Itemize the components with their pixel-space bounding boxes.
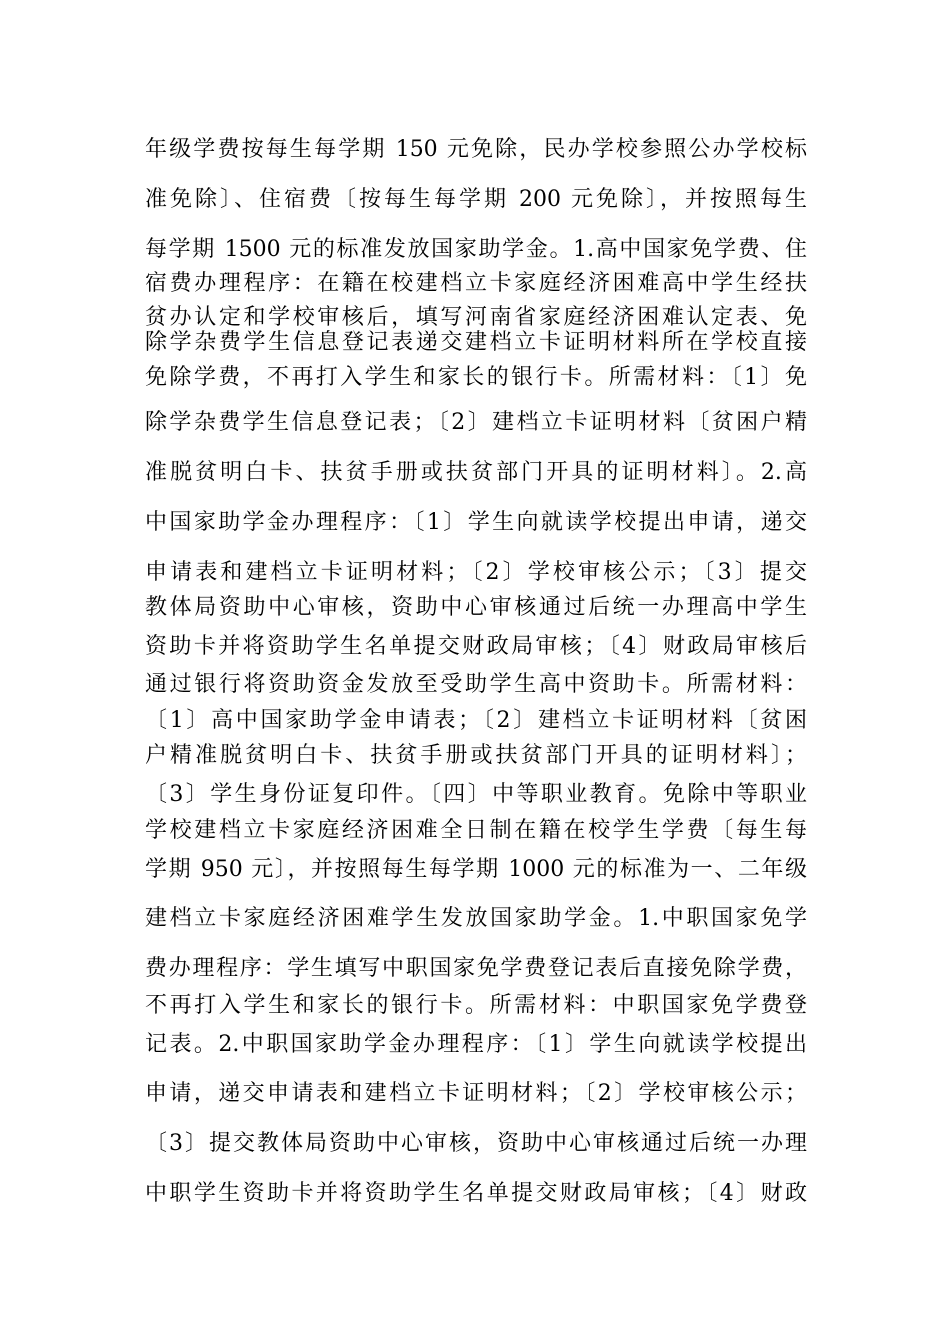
text-line: 通过银行将资助资金发放至受助学生高中资助卡。所需材料： (145, 672, 807, 697)
text-line: 费办理程序：学生填写中职国家免学费登记表后直接免除学费， (145, 956, 807, 981)
text-line: 〔3〕学生身份证复印件。〔四〕中等职业教育。免除中等职业 (145, 782, 807, 807)
text-line: 不再打入学生和家长的银行卡。所需材料：中职国家免学费登 (145, 993, 807, 1018)
text-line: 学校建档立卡家庭经济困难全日制在籍在校学生学费〔每生每 (145, 818, 807, 843)
text-line: 户精准脱贫明白卡、扶贫手册或扶贫部门开具的证明材料〕； (145, 743, 807, 768)
text-line: 〔1〕高中国家助学金申请表；〔2〕建档立卡证明材料〔贫困 (145, 708, 807, 733)
text-line: 申请，递交申请表和建档立卡证明材料；〔2〕学校审核公示； (145, 1081, 807, 1106)
text-line: 学期 950 元〕，并按照每生每学期 1000 元的标准为一、二年级 (145, 857, 807, 882)
text-line: 教体局资助中心审核，资助中心审核通过后统一办理高中学生 (145, 595, 807, 620)
text-line: 除学杂费学生信息登记表递交建档立卡证明材料所在学校直接 (145, 330, 807, 355)
text-line: 记表。2.中职国家助学金办理程序：〔1〕学生向就读学校提出 (145, 1032, 807, 1057)
text-line: 宿费办理程序：在籍在校建档立卡家庭经济困难高中学生经扶 (145, 271, 807, 296)
text-line: 年级学费按每生每学期 150 元免除，民办学校参照公办学校标 (145, 137, 807, 162)
text-line: 免除学费，不再打入学生和家长的银行卡。所需材料：〔1〕免 (145, 365, 807, 390)
text-line: 每学期 1500 元的标准发放国家助学金。1.高中国家免学费、住 (145, 237, 807, 262)
text-line: 资助卡并将资助学生名单提交财政局审核；〔4〕财政局审核后 (145, 634, 807, 659)
text-line: 建档立卡家庭经济困难学生发放国家助学金。1.中职国家免学 (145, 906, 807, 931)
text-line: 准免除〕、住宿费〔按每生每学期 200 元免除〕，并按照每生 (145, 187, 807, 212)
text-line: 中国家助学金办理程序：〔1〕学生向就读学校提出申请，递交 (145, 510, 807, 535)
text-line: 申请表和建档立卡证明材料；〔2〕学校审核公示；〔3〕提交 (145, 560, 807, 585)
text-line: 〔3〕提交教体局资助中心审核，资助中心审核通过后统一办理 (145, 1131, 807, 1156)
text-line: 中职学生资助卡并将资助学生名单提交财政局审核；〔4〕财政 (145, 1181, 807, 1206)
text-line: 贫办认定和学校审核后，填写河南省家庭经济困难认定表、免 (145, 305, 807, 330)
text-line: 准脱贫明白卡、扶贫手册或扶贫部门开具的证明材料〕。2.高 (145, 460, 807, 485)
text-line: 除学杂费学生信息登记表；〔2〕建档立卡证明材料〔贫困户精 (145, 410, 807, 435)
